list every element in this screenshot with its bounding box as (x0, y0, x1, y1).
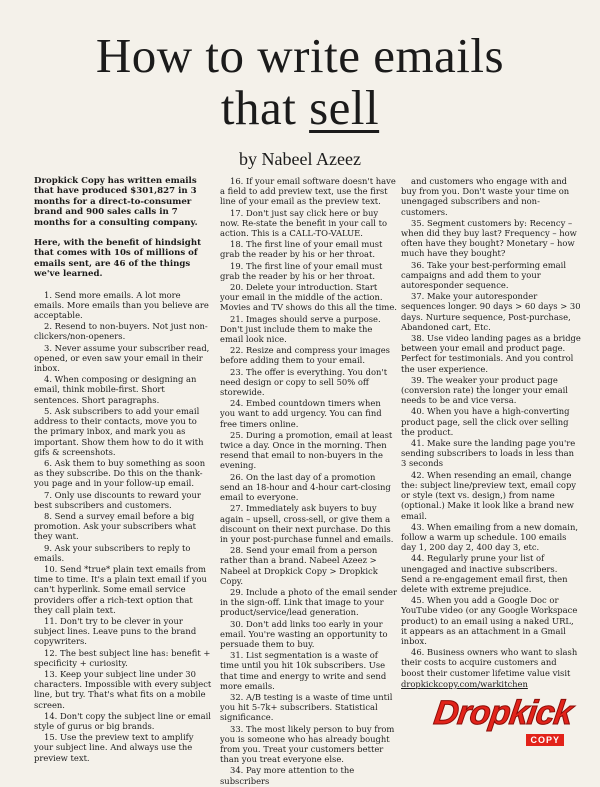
list-item: 30. Don't add links too early in your email. You're wasting an opportunity to persuade them to buy. (220, 618, 388, 649)
list-item: 17. Don't just say click here or buy now. Re-state the benefit in your call to action. This is a CALL-TO-VALUE. (220, 207, 388, 239)
warkitchen-link[interactable]: dropkickcopy.com/warkitchen (401, 678, 528, 689)
list-item: 31. List segmentation is a waste of time until you hit 10k subscribers. Use that time and energy to write and send more emails. (220, 650, 387, 691)
author-byline: by Nabeel Azeez (239, 149, 361, 169)
list-item: 23. The offer is everything. You don't need design or copy to sell 50% off storewide. (220, 366, 388, 398)
list-item: 14. Don't copy the subject line or email style of gurus or big brands. (34, 710, 211, 731)
page-title (0, 30, 600, 134)
column-3 (401, 176, 581, 689)
title-underlined-word: sell (309, 80, 380, 135)
list-item: 35. Segment customers by: Recency – when did they buy last? Frequency – how often have they bought? Monetary – how much have they bought? (401, 217, 577, 259)
list-item: 28. Send your email from a person rather than a brand. Nabeel Azeez > Nabeel at Dropkick Copy > Dropkick Copy. (220, 545, 378, 586)
list-item: 2. Resend to non-buyers. Not just non-clickers/non-openers. (34, 321, 208, 342)
list-item: 36. Take your best-performing email campaigns and add them to your autoresponder sequence. (401, 259, 566, 291)
list-item: 21. Images should serve a purpose. Don't just include them to make the email look nice. (220, 313, 381, 345)
list-item: 15. Use the preview text to amplify your subject line. And always use the preview text. (34, 732, 194, 763)
column-2-list (220, 176, 398, 786)
list-item: 39. The weaker your product page (conversion rate) the longer your email needs to be and vice versa. (401, 374, 568, 406)
list-item: 42. When resending an email, change the: subject line/preview text, email copy or style (text vs. design,) from name (optional.) Make it look like a brand new email. (401, 469, 577, 521)
list-item: 13. Keep your subject line under 30 characters. Impossible with every subject line, but try. That's what fits on a mobile screen. (34, 668, 212, 710)
list-item: 10. Send *true* plain text emails from time to time. It's a plain text email if you can't hyperlink. Some email service providers offer a rich-text option that they call plain text. (34, 563, 207, 615)
list-item: 1. Send more emails. A lot more emails. More emails than you believe are acceptable. (34, 289, 209, 321)
title-line-2-prefix: that (220, 80, 310, 135)
list-item: 44. Regularly prune your list of unengaged and inactive subscribers. Send a re-engagement email first, then delete with extreme prejudice. (401, 553, 568, 594)
list-item: 27. Immediately ask buyers to buy again – upsell, cross-sell, or give them a discount on their next purchase. Do this in your post-purchase funnel and emails. (220, 503, 394, 544)
list-item: 26. On the last day of a promotion send an 18-hour and 4-hour cart-closing email to everyone. (220, 471, 391, 503)
list-item: 41. Make sure the landing page you're sending subscribers to loads in less than 3 seconds (401, 438, 576, 469)
list-item: 29. Include a photo of the email sender in the sign-off. Link that image to your product/service/lead generation. (220, 586, 398, 618)
list-item: 5. Ask subscribers to add your email address to their contacts, move you to the primary inbox, and mark you as important. Show them how to do it with gifs & screenshots. (34, 405, 204, 457)
dropkick-copy-logo (428, 694, 578, 754)
list-item: 33. The most likely person to buy from you is someone who has already bought from you. Treat your customers better than you treat everyone else. (220, 723, 395, 765)
list-item: 18. The first line of your email must grab the reader by his or her throat. (220, 239, 383, 260)
list-item: 9. Ask your subscribers to reply to emails. (34, 542, 191, 563)
column-3-list (401, 176, 581, 678)
list-item: 22. Resize and compress your images before adding them to your email. (220, 345, 390, 366)
list-item: 38. Use video landing pages as a bridge between your email and product page. Perfect for testimonials. And you control the user experience. (401, 333, 581, 374)
column-2 (220, 176, 398, 787)
list-item: 32. A/B testing is a waste of time until you hit 5-7k+ subscribers. Statistical significance. (220, 691, 393, 723)
list-item: 37. Make your autoresponder sequences longer. 90 days > 60 days > 30 days. Nurture sequence, Post-purchase, Abandoned cart, Etc. (401, 291, 581, 332)
list-item: 16. If your email software doesn't have a field to add preview text, use the first line of your email as the preview text. (220, 176, 396, 207)
list-item: 19. The first line of your email must grab the reader by his or her throat. (220, 260, 383, 281)
list-item: 45. When you add a Google Doc or YouTube video (or any Google Workspace product) to an email using a naked URL, it appears as an attachment in a Gmail inbox. (401, 595, 578, 646)
intro-paragraph-1: Dropkick Copy has written emails that have produced $301,827 in 3 months for a direct-to-consumer brand and 900 sales calls in 7 months for a consulting company. (34, 176, 198, 228)
title-line-1: How to write emails (95, 28, 505, 83)
list-item: 11. Don't try to be clever in your subject lines. Leave puns to the brand copywriters. (34, 615, 197, 647)
list-item: 6. Ask them to buy something as soon as they subscribe. Do this on the thank-you page and in your follow-up email. (34, 457, 206, 489)
list-item: 3. Never assume your subscriber read, opened, or even saw your email in their inbox. (34, 342, 210, 374)
logo-subtext: COPY (526, 734, 564, 746)
column-1-list (34, 290, 212, 763)
list-item: 40. When you have a high-converting product page, sell the click over selling the product. (401, 406, 570, 437)
list-item: 24. Embed countdown timers when you want to add urgency. You can find free timers online. (220, 398, 382, 429)
logo-wordmark: Dropkick (431, 694, 575, 732)
list-item: 7. Only use discounts to reward your best subscribers and customers. (34, 489, 201, 510)
list-item: and customers who engage with and buy from you. Don't waste your time on unengaged subscribers and non-customers. (401, 176, 570, 217)
list-item: 34. Pay more attention to the subscribers (220, 765, 355, 786)
list-item: 43. When emailing from a new domain, follow a warm up schedule. 100 emails day 1, 200 day 2, 400 day 3, etc. (401, 521, 578, 553)
column-1 (34, 176, 212, 764)
list-item: 12. The best subject line has: benefit + specificity + curiosity. (34, 647, 211, 668)
list-item: 8. Send a survey email before a big promotion. Ask your subscribers what they want. (34, 510, 197, 542)
list-item: 46. Business owners who want to slash their costs to acquire customers and boost their customer lifetime value visit (401, 647, 578, 678)
list-item: 20. Delete your introduction. Start your email in the middle of the action. Movies and TV shows do this all the time. (220, 282, 397, 313)
list-item: 25. During a promotion, email at least twice a day. Once in the morning. Then resend that email to non-buyers in the evening. (220, 429, 393, 471)
title-line-2 (0, 82, 600, 134)
intro-paragraph-2: Here, with the benefit of hindsight that comes with 10s of millions of emails sent, are 46 of the things we've learned. (34, 238, 202, 280)
list-item: 4. When composing or designing an email, think mobile-first. Short sentences. Short paragraphs. (34, 374, 197, 405)
